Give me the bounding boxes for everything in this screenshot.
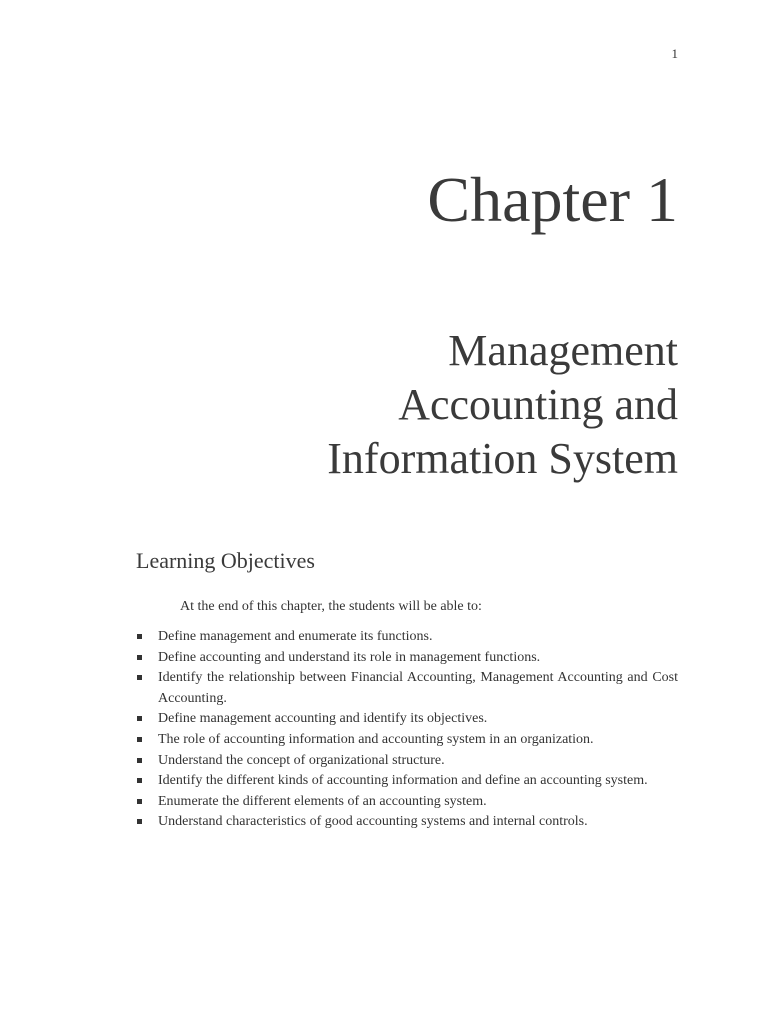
square-bullet-icon [137, 737, 142, 742]
list-item-text: Define management and enumerate its functions. [158, 629, 433, 644]
square-bullet-icon [137, 758, 142, 763]
list-item-text: Understand characteristics of good accounting systems and internal controls. [158, 814, 588, 830]
square-bullet-icon [137, 634, 142, 639]
learning-objectives-heading: Learning Objectives [136, 548, 315, 573]
chapter-heading: Chapter 1 [427, 164, 678, 235]
list-item-text: The role of accounting information and accounting system in an organization. [158, 731, 594, 747]
chapter-title [258, 324, 678, 486]
list-item [136, 771, 678, 792]
square-bullet-icon [137, 778, 142, 783]
list-item [136, 812, 678, 833]
list-item-text: Define management accounting and identify its objectives. [158, 711, 488, 727]
square-bullet-icon [137, 819, 142, 824]
list-item [136, 730, 678, 751]
list-item-text: Enumerate the different elements of an accounting system. [158, 793, 487, 809]
square-bullet-icon [137, 655, 142, 660]
list-item [136, 709, 678, 730]
square-bullet-icon [137, 799, 142, 804]
list-item-text: Identify the relationship between Financial Accounting, Management Accounting and Cost Accounting. [158, 670, 678, 706]
list-item-text: Identify the different kinds of accounting information and define an accounting system. [158, 773, 648, 789]
square-bullet-icon [137, 716, 142, 721]
chapter-title-line: Accounting and [398, 380, 678, 429]
square-bullet-icon [137, 675, 142, 680]
page-number: 1 [671, 46, 678, 61]
chapter-title-line: Information System [327, 434, 678, 483]
list-item-text: Understand the concept of organizational structure. [158, 752, 445, 768]
list-item [136, 751, 678, 772]
learning-objectives-list [136, 627, 678, 833]
list-item [136, 668, 678, 709]
list-item [136, 627, 678, 648]
learning-objectives-intro: At the end of this chapter, the students will be able to: [180, 599, 482, 614]
list-item [136, 792, 678, 813]
list-item-text: Define accounting and understand its role in management functions. [158, 649, 541, 665]
chapter-title-line: Management [448, 326, 678, 375]
list-item [136, 648, 678, 669]
